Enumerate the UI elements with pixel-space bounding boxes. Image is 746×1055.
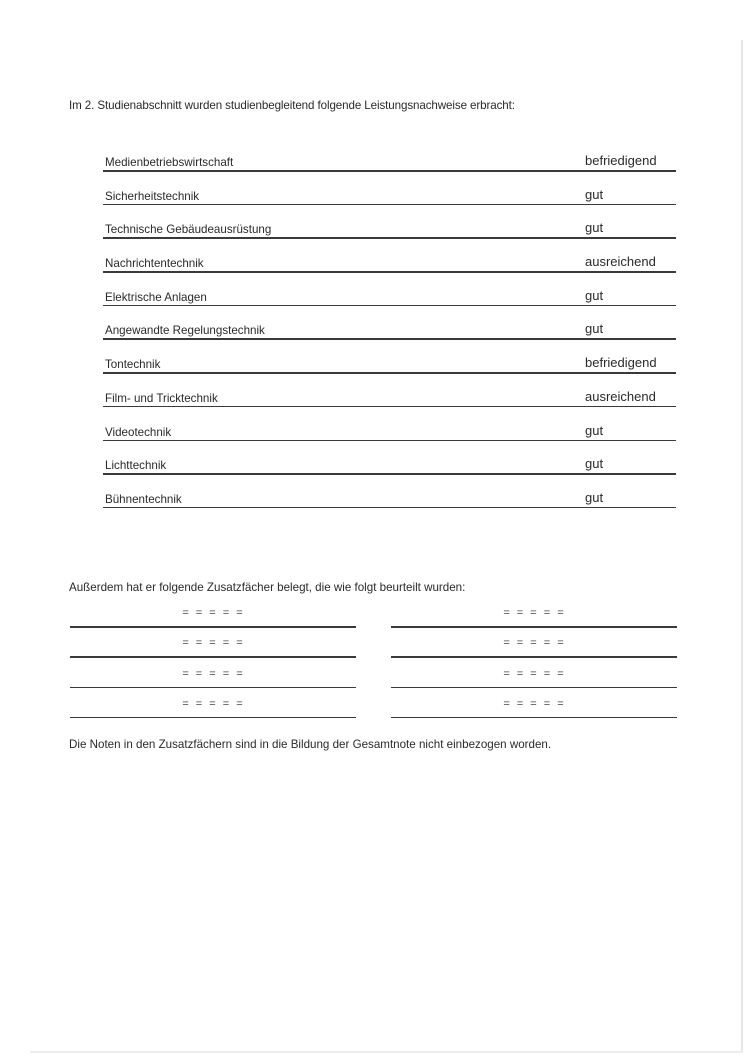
additional-subject-row (70, 696, 356, 726)
grade-row (103, 385, 676, 419)
subject-name: Film- und Tricktechnik (105, 391, 218, 405)
underline (103, 473, 676, 475)
placeholder-marks: = = = = = (503, 607, 565, 619)
subject-name: Angewandte Regelungstechnik (105, 324, 265, 338)
underline (70, 656, 356, 658)
placeholder-marks: = = = = = (182, 637, 244, 650)
grade-row (103, 216, 676, 250)
grade-value: gut (585, 489, 604, 505)
grade-row (103, 419, 676, 453)
underline (103, 271, 676, 273)
placeholder-marks: = = = = = (503, 697, 565, 710)
additional-subjects-text: Außerdem hat er folgende Zusatzfächer belegt, die wie folgt beurteilt wurden: (69, 581, 466, 594)
grade-row (103, 250, 676, 284)
subject-name: Lichttechnik (105, 459, 167, 473)
grade-value: gut (585, 186, 604, 202)
placeholder-marks: = = = = = (503, 667, 565, 680)
intro-text: Im 2. Studienabschnitt wurden studienbegleitend folgende Leistungsnachweise erbracht: (69, 99, 515, 112)
grade-note-text: Die Noten in den Zusatzfächern sind in die Bildung der Gesamtnote nicht einbezogen worden. (69, 738, 552, 751)
additional-subject-row (70, 635, 356, 665)
underline (103, 372, 676, 374)
additional-subject-row (70, 666, 356, 696)
grade-row (103, 452, 676, 486)
grade-value: gut (585, 287, 604, 303)
subject-name: Medienbetriebswirtschaft (105, 156, 234, 169)
grade-row (103, 317, 676, 351)
subject-name: Videotechnik (105, 425, 172, 439)
underline (103, 507, 676, 509)
page-edge-bottom (30, 1051, 743, 1053)
grade-value: befriedigend (585, 153, 657, 168)
underline (391, 656, 677, 658)
grade-value: gut (585, 220, 604, 236)
subject-name: Tontechnik (105, 358, 161, 372)
underline (391, 717, 677, 719)
grades-list (103, 149, 676, 520)
grade-row (103, 284, 676, 318)
grade-value: gut (585, 321, 604, 337)
additional-grade-row (391, 666, 677, 696)
additional-subjects-left (70, 605, 356, 726)
subject-name: Bühnentechnik (105, 492, 182, 506)
underline (103, 204, 676, 206)
grade-row (103, 183, 676, 217)
additional-subjects-right (391, 605, 677, 726)
underline (103, 237, 676, 239)
additional-grade-row (391, 635, 677, 665)
underline (103, 305, 676, 307)
underline (70, 687, 356, 689)
underline (70, 626, 356, 628)
underline (103, 338, 676, 340)
subject-name: Technische Gebäudeausrüstung (105, 223, 272, 237)
additional-grade-row (391, 696, 677, 726)
placeholder-marks: = = = = = (182, 667, 244, 680)
additional-grade-row (391, 605, 677, 635)
grade-value: ausreichend (585, 254, 656, 270)
subject-name: Nachrichtentechnik (105, 257, 204, 271)
subject-name: Elektrische Anlagen (105, 290, 207, 304)
page-edge-right (741, 40, 743, 1052)
grade-value: ausreichend (585, 388, 656, 404)
grade-value: befriedigend (585, 355, 657, 371)
subject-name: Sicherheitstechnik (105, 189, 200, 203)
additional-subject-row (70, 605, 356, 635)
underline (391, 687, 677, 689)
grade-row (103, 149, 676, 183)
placeholder-marks: = = = = = (182, 697, 244, 710)
grade-value: gut (585, 456, 604, 472)
underline (391, 626, 677, 628)
grade-value: gut (585, 422, 604, 438)
placeholder-marks: = = = = = (182, 607, 244, 619)
underline (103, 170, 676, 172)
underline (103, 406, 676, 408)
grade-row (103, 486, 676, 520)
grade-row (103, 351, 676, 385)
placeholder-marks: = = = = = (503, 637, 565, 650)
underline (103, 440, 676, 442)
underline (70, 717, 356, 719)
